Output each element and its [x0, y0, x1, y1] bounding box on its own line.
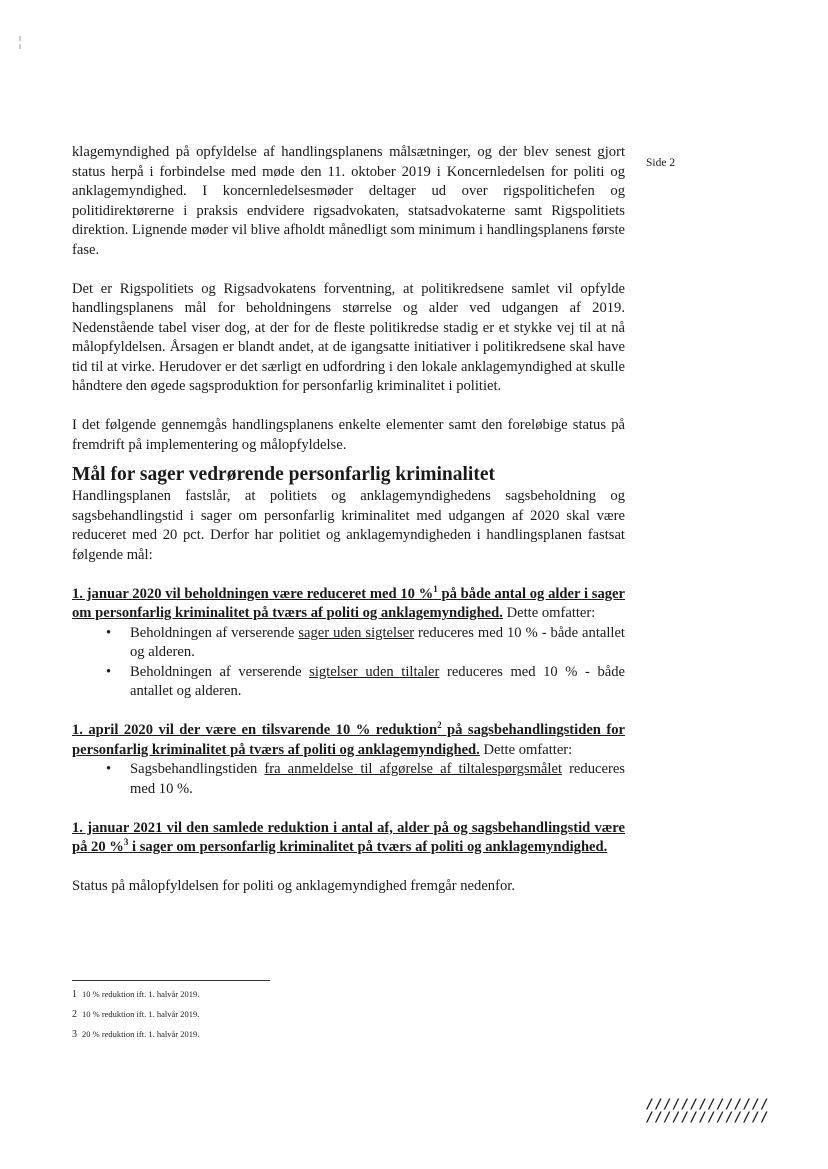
- paragraph: I det følgende gennemgås handlingsplanens enkelte elementer samt den foreløbige status på fremdrift på implementering og målopfyldelse.: [72, 417, 625, 453]
- goal-2-title: 1. april 2020 vil der være en tilsvarende 10 % reduktion$^2$ på sagsbehandlingstiden for personfarlig kriminalitet på tværs af politi og anklagemyndighed.: [72, 720, 626, 758]
- list-item: • Beholdningen af verserende sigtelser uden tiltaler reduceres med 10 % - både antallet og alderen.: [106, 663, 626, 699]
- barcode-mark: ////////////// //////////////: [646, 1097, 770, 1125]
- goal-3: [72, 819, 625, 858]
- goal-2-bullets: [72, 760, 625, 799]
- goal-2: [72, 721, 625, 760]
- goal-1: [72, 585, 625, 624]
- closing-paragraph: Status på målopfyldelsen for politi og anklagemyndighed fremgår nedenfor.: [72, 878, 515, 894]
- main-text: [72, 143, 625, 897]
- footnote-ref-2: 2: [437, 720, 442, 731]
- list-item: • Beholdningen af verserende sager uden sigtelser reduceres med 10 % - både antallet og alderen.: [106, 624, 625, 660]
- page-number: Side 2: [646, 157, 676, 169]
- footnote: 2 10 % reduktion ift. 1. halvår 2019.: [72, 1009, 200, 1020]
- footnote-ref-3: 3: [123, 837, 129, 848]
- goal-1-rest: Dette omfatter:: [502, 605, 596, 621]
- list-item: • Sagsbehandlingstiden fra anmeldelse til afgørelse af tiltalespørgsmålet reduceres med 10 %.: [106, 761, 625, 797]
- paragraph: klagemyndighed på opfyldelse af handlingsplanens målsætninger, og der blev senest gjort status herpå i forbindelse med møde den 11. oktober 2019 i Koncernledelsen for politi og anklagemyndighed. I koncernledelsesmøder deltager ud over rigspolitichefen og politidirektørerne i praksis endvidere rigsadvokaten, statsadvokaterne samt Rigspolitiets direktion. Lignende møder vil blive afholdt månedligt som minimum i handlingsplanens første fase.: [72, 144, 625, 258]
- footnote-divider: [72, 980, 270, 981]
- goal-2-rest: Dette omfatter:: [479, 741, 573, 758]
- section-intro: Handlingsplanen fastslår, at politiets og anklagemyndighedens sagsbeholdning og sagsbehandlingstid i sager om personfarlig kriminalitet med udgangen af 2020 skal være reduceret med 20 pct. Derfor har politiet og anklagemyndigheden i handlingsplanen fastsat følgende mål:: [72, 488, 625, 563]
- goal-3-title: 1. januar 2021 vil den samlede reduktion i antal af, alder på og sagsbehandlingstid være på 20 %$^3$ i sager om personfarlig kriminalitet på tværs af politi og anklagemyndighed.: [72, 819, 625, 855]
- goal-1-title: 1. januar 2020 vil beholdningen være reduceret med 10 %$^1$ på både antal og alder i sager om personfarlig kriminalitet på tværs af politi og anklagemyndighed.: [72, 583, 625, 621]
- footnotes: [72, 989, 199, 1049]
- footnote-ref-1: 1: [433, 583, 438, 594]
- paragraph: Det er Rigspolitiets og Rigsadvokatens forventning, at politikredsene samlet vil opfylde handlingsplanens mål for beholdningens størrelse og alder ved udgangen af 2019. Nedenstående tabel viser dog, at der for de fleste politikredse stadig er et stykke vej til at nå målopfyldelsen. Årsagen er blandt andet, at de igangsatte initiativer i politikredsene skal have tid til at virke. Herudover er det særligt en udfordring i den lokale anklagemyndighed at skulle håndtere den øgede sagsproduktion for personfarlig kriminalitet i politiet.: [72, 280, 625, 394]
- section-heading: Mål for sager vedrørende personfarlig kriminalitet: [72, 464, 495, 485]
- scan-artifact: [18, 36, 22, 50]
- footnote: 1 10 % reduktion ift. 1. halvår 2019.: [72, 989, 200, 1000]
- footnote: 3 20 % reduktion ift. 1. halvår 2019.: [72, 1029, 200, 1040]
- goal-1-bullets: [72, 624, 625, 702]
